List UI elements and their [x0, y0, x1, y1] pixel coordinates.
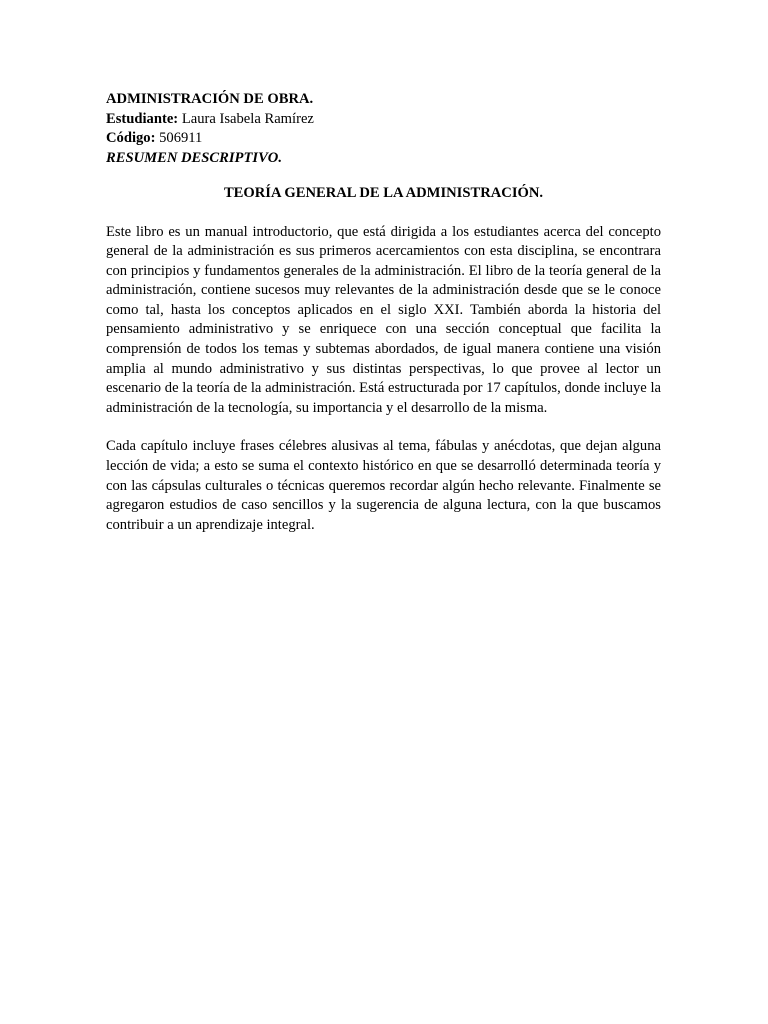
code-label: Código:: [106, 130, 156, 146]
student-line: [106, 110, 661, 130]
summary-type: RESUMEN DESCRIPTIVO.: [106, 149, 282, 166]
document-title: TEORÍA GENERAL DE LA ADMINISTRACIÓN.: [223, 185, 544, 201]
course-title: ADMINISTRACIÓN DE OBRA.: [106, 91, 314, 107]
paragraph-2: Cada capítulo incluye frases célebres alusivas al tema, fábulas y anécdotas, que dejan alguna lección de vida; a esto se suma el contexto histórico en que se desarrolló determinada teoría y con las cápsulas culturales o técnicas queremos recordar algún hecho relevante. Finalmente se agregaron estudios de caso sencillos y la sugerencia de alguna lectura, con la que buscamos contribuir a un aprendizaje integral.: [106, 438, 661, 533]
header-block: [106, 90, 661, 168]
code-line: [106, 129, 661, 149]
student-name: Laura Isabela Ramírez: [178, 110, 314, 127]
student-label: Estudiante:: [106, 110, 179, 127]
code-value: 506911: [155, 130, 203, 146]
paragraph-1: Este libro es un manual introductorio, que está dirigida a los estudiantes acerca del concepto general de la administración es sus primeros acercamientos con esta disciplina, se encontrara con principios y fundamentos generales de la administración. El libro de la teoría general de la administración, contiene sucesos muy relevantes de la administración desde que se le conoce como tal, hasta los conceptos aplicados en el siglo XXI. También aborda la historia del pensamiento administrativo y se enriquece con una sección conceptual que facilita la comprensión de todos los temas y subtemas abordados, de igual manera contiene una visión amplia al mundo administrativo y sus distintas perspectivas, lo que provee al lector un escenario de la teoría de la administración. Está estructurada por 17 capítulos, donde incluye la administración de la tecnología, su importancia y el desarrollo de la misma.: [106, 223, 661, 416]
